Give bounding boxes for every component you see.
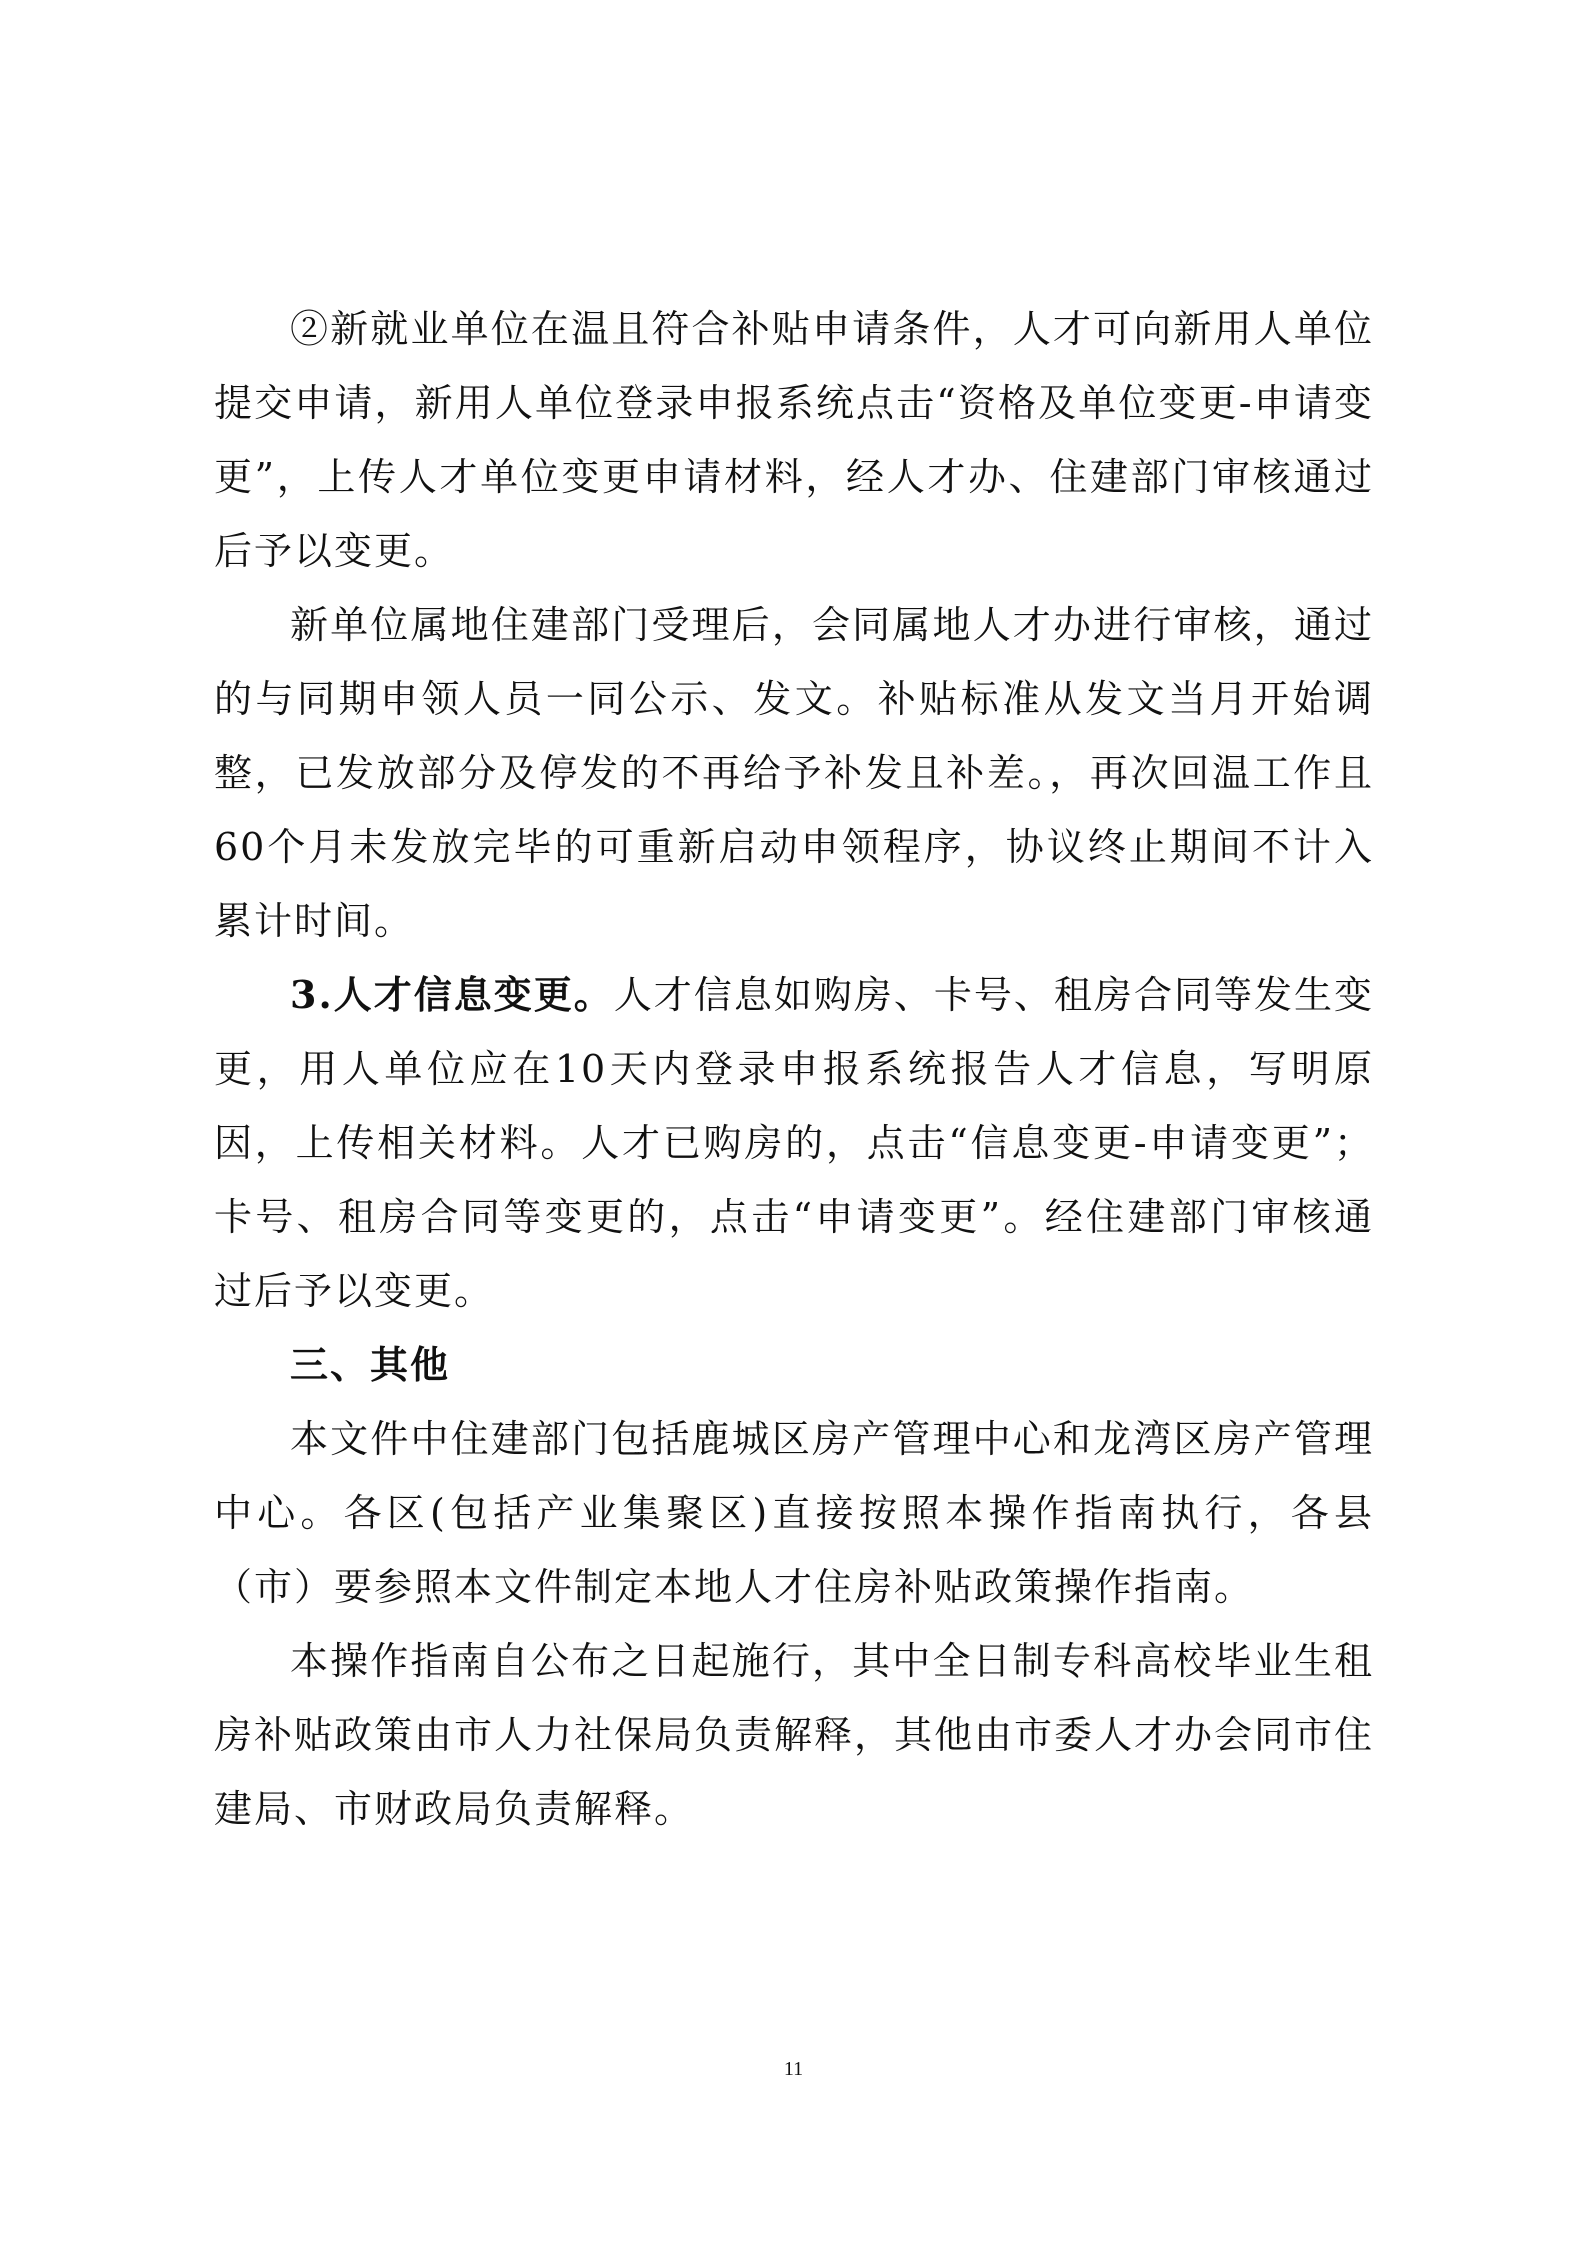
document-body <box>214 292 1374 1846</box>
paragraph-info-change <box>214 958 1374 1328</box>
paragraph-effective-date: 本操作指南自公布之日起施行，其中全日制专科高校毕业生租房补贴政策由市人力社保局负责解释，其他由市委人才办会同市住建局、市财政局负责解释。 <box>214 1639 1375 1831</box>
paragraph-review-process: 新单位属地住建部门受理后，会同属地人才办进行审核，通过的与同期申领人员一同公示、发文。补贴标准从发文当月开始调整，已发放部分及停发的不再给予补发且补差。，再次回温工作且60个月未发放完毕的可重新启动申领程序，协议终止期间不计入累计时间。 <box>214 603 1374 943</box>
page-number: 11 <box>783 2058 804 2080</box>
section-heading-other: 三、其他 <box>290 1342 451 1387</box>
info-change-body: 人才信息如购房、卡号、租房合同等发生变更，用人单位应在10天内登录申报系统报告人才信息，写明原因，上传相关材料。人才已购房的，点击“信息变更-申请变更”；卡号、租房合同等变更的，点击“申请变更”。经住建部门审核通过后予以变更。 <box>214 973 1374 1313</box>
paragraph-unit-change-new-employer: ②新就业单位在温且符合补贴申请条件，人才可向新用人单位提交申请，新用人单位登录申报系统点击“资格及单位变更-申请变更”，上传人才单位变更申请材料，经人才办、住建部门审核通过后予以变更。 <box>214 307 1374 573</box>
info-change-lead: 3.人才信息变更。 <box>290 972 614 1017</box>
paragraph-scope: 本文件中住建部门包括鹿城区房产管理中心和龙湾区房产管理中心。各区(包括产业集聚区)直接按照本操作指南执行，各县（市）要参照本文件制定本地人才住房补贴政策操作指南。 <box>214 1417 1374 1609</box>
